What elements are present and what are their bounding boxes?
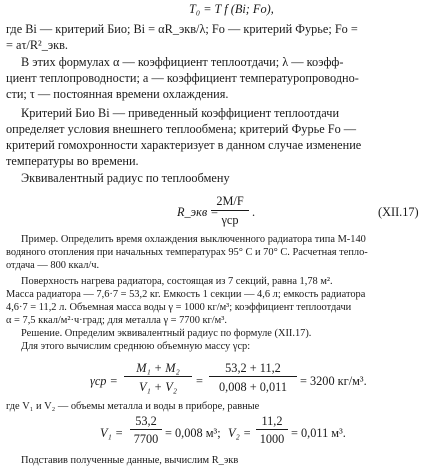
eq-r-ekv: R_экв = [177,205,219,219]
text-line: отдача — 800 ккал/ч. [6,260,100,271]
text-line: Эквивалентный радиус по теплообмену [21,171,230,185]
formula-top: T₀ = T f (Bi; Fo), [189,2,274,16]
text-line: В этих формулах α — коэффициент теплоотдачи; λ — коэфф- [21,55,344,69]
text-line: где Bi — критерий Био; Bi = αR_экв/λ; Fo — критерий Фурье; Fo = [6,22,358,36]
text-line: Для этого вычислим среднюю объемную массу γср: [21,341,251,352]
text-line: 4,6·7 = 11,2 л. Объемная масса воды γ = 1000 кг/м³; коэффициент теплоотдачи [6,302,352,313]
eq-numerator: 11,2 [261,414,283,428]
eq-numerator: 53,2 + 11,2 [225,361,281,375]
eq-equals: = [196,374,203,388]
eq-numerator: M₁ + M₂ [136,361,180,375]
text-line: Пример. Определить время охлаждения выключенного радиатора типа М-140 [21,234,366,245]
eq-period: . [252,205,256,219]
text-line: Решение. Определим эквивалентный радиус по формуле (XII.17). [21,328,312,339]
fraction-bar [209,376,297,377]
fraction-bar [124,376,192,377]
text-line: = aτ/R²_экв. [6,38,68,52]
eq-denominator: γср [221,213,239,227]
text-line: водяного отопления при начальных температурах 95° С и 70° С. Расчетная тепло- [6,247,368,258]
text-line: циент теплопроводности; a — коэффициент температуропроводно- [6,71,359,85]
text-line: Поверхность нагрева радиатора, состоящая из 7 секций, равна 1,78 м². [21,276,333,287]
eq-v2-result: = 0,011 м³. [291,426,346,440]
eq-v1-lhs: V₁ = [100,426,124,440]
text-line: где V₁ и V₂ — объемы металла и воды в приборе, равные [6,401,260,412]
text-line: Масса радиатора — 7,6·7 = 53,2 кг. Емкость 1 секции — 4,6 л; емкость радиатора [6,289,366,300]
text-line: Критерий Био Bi — приведенный коэффициент теплоотдачи [21,106,340,120]
eq-gamma-lhs: γср = [90,374,118,388]
eq-denominator: 0,008 + 0,011 [219,380,287,394]
text-line: α = 7,5 ккал/м²·ч·град; для металла γ = 7700 кг/м³. [6,315,227,326]
eq-denominator: 7700 [133,432,159,446]
eq-v1-result: = 0,008 м³; [165,426,221,440]
fraction-bar [211,210,249,211]
fraction-bar [130,429,162,430]
eq-numerator: 53,2 [135,414,157,428]
eq-denominator: 1000 [259,432,285,446]
text-line: Подставив полученные данные, вычислим R_экв [21,455,239,466]
eq-number: (XII.17) [378,205,419,219]
fraction-bar [256,429,288,430]
text-line: температуры во времени. [6,154,139,168]
text-line: сти; τ — постоянная времени охлаждения. [6,87,229,101]
eq-result: = 3200 кг/м³. [300,374,367,388]
text-line: определяет условия внешнего теплообмена; критерий Фурье Fo — [6,122,357,136]
text-line: критерий гомохронности характеризует в данном случае изменение [6,138,362,152]
eq-numerator: 2M/F [216,194,244,208]
eq-v2-lhs: V₂ = [228,426,252,440]
eq-denominator: V₁ + V₂ [138,380,178,394]
